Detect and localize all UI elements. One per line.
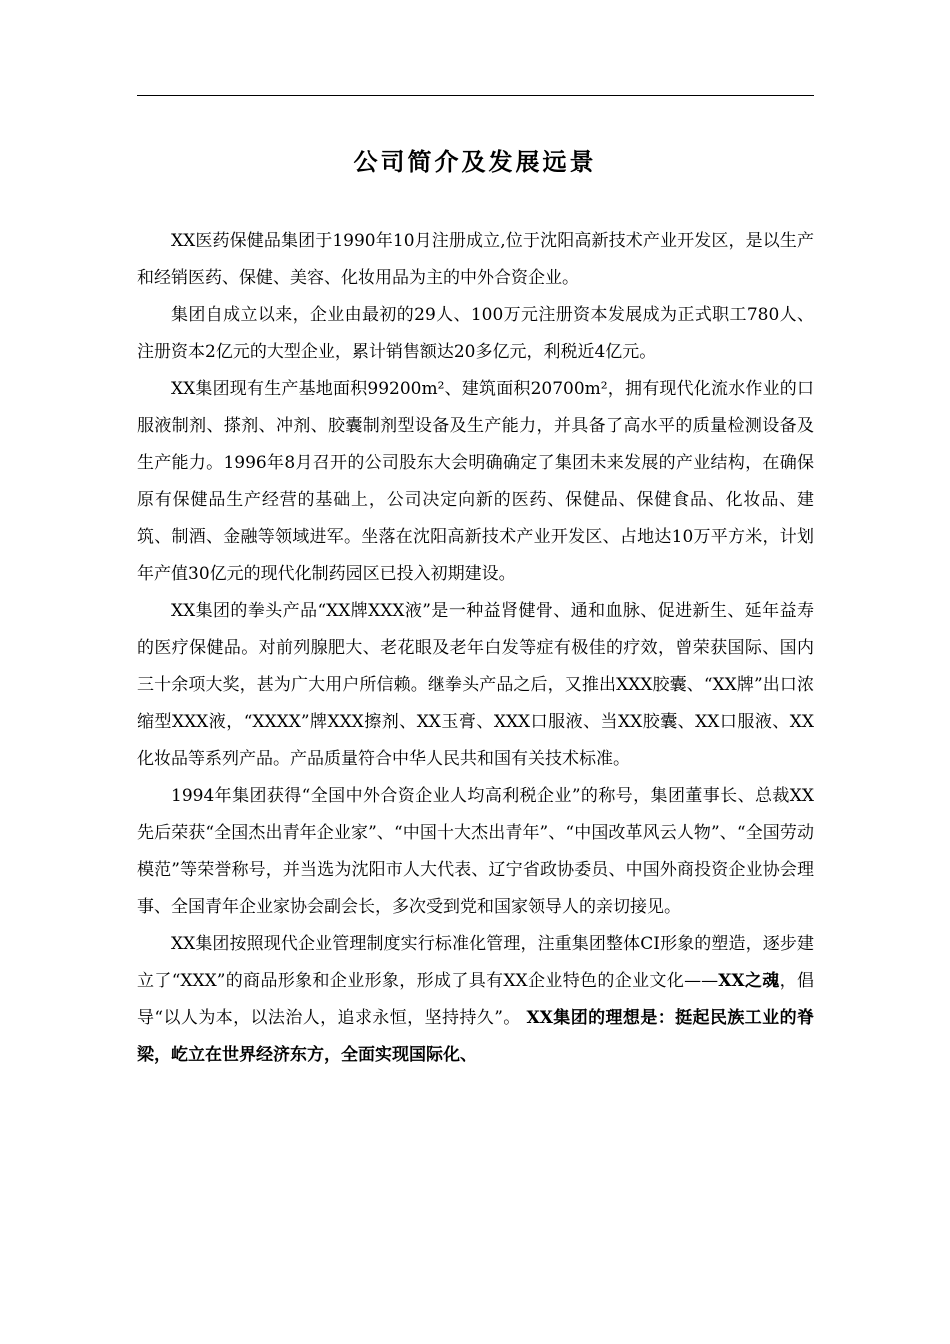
culture-text: XX集团按照现代企业管理制度实行标准化管理，注重集团整体CI形象的塑造，逐步建立了“XXX”的商品形象和企业形象，形成了具有XX企业特色的企业文化—— <box>137 934 814 991</box>
paragraph-products: XX集团的拳头产品“XX牌XXX液”是一种益肾健骨、通和血脉、促进新生、延年益寿的医疗保健品。对前列腺肥大、老花眼及老年白发等症有极佳的疗效，曾荣获国际、国内三十余项大奖，甚为广大用户所信赖。继拳头产品之后，又推出XXX胶囊、“XX牌”出口浓缩型XXX液，“XXXX”牌XXX擦剂、XX玉膏、XXX口服液、当XX胶囊、XX口服液、XX化妆品等系列产品。产品质量符合中华人民共和国有关技术标准。 <box>137 601 814 769</box>
paragraph-culture <box>137 926 814 1074</box>
paragraph-growth: 集团自成立以来，企业由最初的29人、100万元注册资本发展成为正式职工780人、注册资本2亿元的大型企业，累计销售额达20多亿元，利税近4亿元。 <box>137 305 814 362</box>
culture-slogan: XX之魂 <box>718 971 780 991</box>
paragraph-intro: XX医药保健品集团于1990年10月注册成立,位于沈阳高新技术产业开发区，是以生产和经销医药、保健、美容、化妆用品为主的中外合资企业。 <box>137 231 814 288</box>
document-body <box>137 223 814 1074</box>
culture-motto: ，倡导“以人为本，以法治人，追求永恒，坚持持久”。 <box>137 971 814 1028</box>
paragraph-honors: 1994年集团获得“全国中外合资企业人均高利税企业”的称号，集团董事长、总裁XX先后荣获“全国杰出青年企业家”、“中国十大杰出青年”、“中国改革风云人物”、“全国劳动模范”等荣誉称号，并当选为沈阳市人大代表、辽宁省政协委员、中国外商投资企业协会理事、全国青年企业家协会副会长，多次受到党和国家领导人的亲切接见。 <box>137 786 814 917</box>
group-ideal: XX集团的理想是：挺起民族工业的脊梁，屹立在世界经济东方，全面实现国际化、 <box>137 1008 814 1065</box>
paragraph-facilities: XX集团现有生产基地面积99200m²、建筑面积20700m²，拥有现代化流水作业的口服液制剂、搽剂、冲剂、胶囊制剂型设备及生产能力，并具备了高水平的质量检测设备及生产能力。1996年8月召开的公司股东大会明确确定了集团未来发展的产业结构，在确保原有保健品生产经营的基础上，公司决定向新的医药、保健品、保健食品、化妆品、建筑、制酒、金融等领域进军。坐落在沈阳高新技术产业开发区、占地达10万平方米，计划年产值30亿元的现代化制药园区已投入初期建设。 <box>137 379 814 584</box>
header-rule <box>137 95 814 96</box>
document-title: 公司简介及发展远景 <box>353 147 597 176</box>
